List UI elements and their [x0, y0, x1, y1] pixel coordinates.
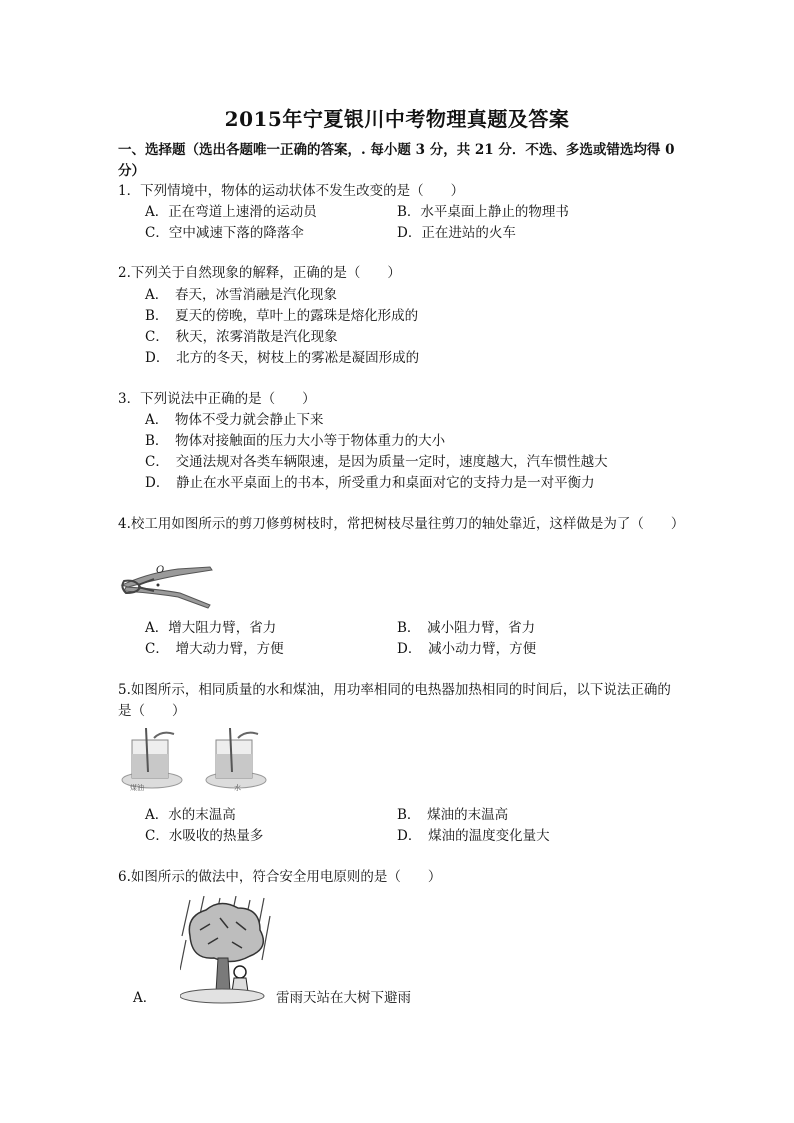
question-5-option-a: A．水的末温高 — [145, 807, 236, 823]
question-1-option-d: D．正在进站的火车 — [397, 225, 516, 241]
question-5-option-b: B． 煤油的末温高 — [397, 807, 509, 823]
question-5-option-c: C．水吸收的热量多 — [145, 828, 264, 844]
pivot-label: O — [156, 565, 165, 576]
question-3-option-a: A． 物体不受力就会静止下来 — [145, 412, 324, 428]
question-2-stem: 2.下列关于自然现象的解释，正确的是（ ） — [118, 265, 401, 281]
question-6-stem: 6.如图所示的做法中，符合安全用电原则的是（ ） — [118, 869, 442, 885]
kerosene-label: 煤油 — [130, 784, 144, 792]
question-4-option-a: A．增大阻力臂，省力 — [145, 620, 277, 636]
question-3-option-c: C． 交通法规对各类车辆限速，是因为质量一定时，速度越大，汽车惯性越大 — [145, 454, 608, 470]
question-2-option-d: D． 北方的冬天，树枝上的雾凇是凝固形成的 — [145, 350, 420, 366]
question-5-stem: 5.如图所示，相同质量的水和煤油，用功率相同的电热器加热相同的时间后，以下说法正确的是（ ） — [118, 682, 671, 719]
question-3-option-d: D． 静止在水平桌面上的书本，所受重力和桌面对它的支持力是一对平衡力 — [145, 475, 595, 491]
question-6-option-a-marker: A． — [133, 990, 157, 1006]
question-3-stem: 3．下列说法中正确的是（ ） — [118, 391, 316, 407]
question-4-stem: 4.校工用如图所示的剪刀修剪树枝时，常把树枝尽量往剪刀的轴处靠近，这样做是为了（ ） — [118, 516, 685, 532]
question-2-option-b: B． 夏天的傍晚，草叶上的露珠是熔化形成的 — [145, 308, 419, 324]
tree-in-rain-figure — [180, 896, 274, 1006]
question-5-option-d: D． 煤油的温度变化量大 — [397, 828, 550, 844]
heating-beakers-figure — [118, 724, 278, 792]
question-1-option-c: C．空中减速下落的降落伞 — [145, 225, 304, 241]
question-1-stem: 1．下列情境中，物体的运动状体不发生改变的是（ ） — [118, 183, 465, 199]
question-2-option-c: C． 秋天，浓雾消散是汽化现象 — [145, 329, 338, 345]
question-3-option-b: B． 物体对接触面的压力大小等于物体重力的大小 — [145, 433, 446, 449]
question-6-option-a-text: 雷雨天站在大树下避雨 — [276, 990, 411, 1006]
question-4-option-d: D． 减小动力臂，方便 — [397, 641, 537, 657]
question-1-option-a: A．正在弯道上速滑的运动员 — [145, 204, 317, 220]
question-4-option-b: B． 减小阻力臂，省力 — [397, 620, 536, 636]
scissors-figure — [118, 563, 218, 609]
section-heading: 一、选择题（选出各题唯一正确的答案，. 每小题 3 分，共 21 分．不选、多选或错选均得 0分） — [118, 142, 675, 179]
page-title: 2015年宁夏银川中考物理真题及答案 — [224, 107, 570, 131]
question-1-option-b: B．水平桌面上静止的物理书 — [397, 204, 569, 220]
water-label: 水 — [234, 784, 241, 792]
question-4-option-c: C． 增大动力臂，方便 — [145, 641, 284, 657]
question-2-option-a: A． 春天，冰雪消融是汽化现象 — [145, 287, 337, 303]
